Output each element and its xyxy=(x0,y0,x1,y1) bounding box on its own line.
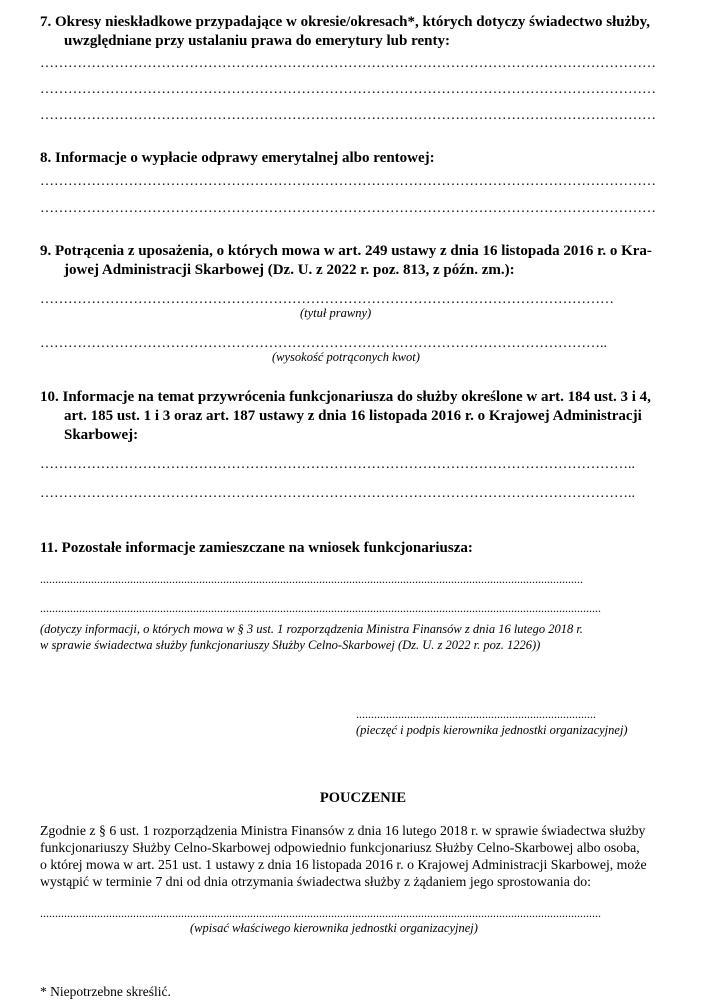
signature-field[interactable]: ................................................................................ xyxy=(356,707,596,721)
section-7-heading-line2: uwzględniane przy ustalaniu prawa do emerytury lub renty: xyxy=(64,33,450,49)
instruction-line-1: Zgodnie z § 6 ust. 1 rozporządzenia Ministra Finansów z dnia 16 lutego 2018 r. w sprawie świadectwa służby xyxy=(40,823,646,838)
instruction-line-2: funkcjonariuszy Służby Celno-Skarbowej odpowiednio funkcjonariusz Służby Celno-Skarbowej albo osoba, xyxy=(40,840,640,855)
section-10-heading-line2: art. 185 ust. 1 i 3 oraz art. 187 ustawy z dnia 16 listopada 2016 r. o Krajowej Administracji xyxy=(64,408,642,424)
section-11-note-line1: (dotyczy informacji, o których mowa w § 3 ust. 1 rozporządzenia Ministra Finansów z dnia 16 lutego 2018 r. xyxy=(40,622,583,636)
section-10-fill-line-2[interactable]: ……………………………………………………………………………………………………………….. xyxy=(40,486,635,501)
section-10-heading-line1: 10. Informacje na temat przywrócenia funkcjonariusza do służby określone w art. 184 ust. 3 i 4, xyxy=(40,389,651,405)
section-11-fill-line-1[interactable]: ..................................................................................................................................................................................... xyxy=(40,572,583,586)
section-8-fill-line-1[interactable]: …………………………………………………………………………………………………………………… xyxy=(40,174,656,189)
section-9-amount-caption: (wysokość potrąconych kwot) xyxy=(272,350,420,364)
section-7-fill-line-3[interactable]: …………………………………………………………………………………………………………………… xyxy=(40,108,656,123)
section-8-heading: 8. Informacje o wypłacie odprawy emerytalnej albo rentowej: xyxy=(40,150,435,166)
section-9-amount-field[interactable]: ………………………………………………………………………………………………………….. xyxy=(40,336,607,351)
instruction-title: POUCZENIE xyxy=(319,790,407,806)
footnote: * Niepotrzebne skreślić. xyxy=(40,984,171,999)
section-10-fill-line-1[interactable]: ……………………………………………………………………………………………………………….. xyxy=(40,457,635,472)
section-11-note-line2: w sprawie świadectwa służby funkcjonariuszy Służby Celno-Skarbowej (Dz. U. z 2022 r. poz. 1226)) xyxy=(40,638,541,652)
section-9-heading-line1: 9. Potrącenia z uposażenia, o których mowa w art. 249 ustawy z dnia 16 listopada 2016 r. o Kra- xyxy=(40,243,652,259)
instruction-addressee-caption: (wpisać właściwego kierownika jednostki organizacyjnej) xyxy=(190,921,478,935)
instruction-addressee-field[interactable]: ........................................................................................................................................................................................... xyxy=(40,906,601,920)
section-8-fill-line-2[interactable]: …………………………………………………………………………………………………………………… xyxy=(40,201,656,216)
section-7-fill-line-2[interactable]: …………………………………………………………………………………………………………………… xyxy=(40,82,656,97)
section-11-fill-line-2[interactable]: ........................................................................................................................................................................................... xyxy=(40,601,601,615)
section-9-legal-title-field[interactable]: …………………………………………………………………………………………………………… xyxy=(40,292,614,307)
section-7-fill-line-1[interactable]: …………………………………………………………………………………………………………………… xyxy=(40,56,656,71)
section-9-heading-line2: jowej Administracji Skarbowej (Dz. U. z 2022 r. poz. 813, z późn. zm.): xyxy=(64,262,515,278)
section-11-heading: 11. Pozostałe informacje zamieszczane na wniosek funkcjonariusza: xyxy=(40,540,473,556)
section-10-heading-line3: Skarbowej: xyxy=(64,427,139,443)
instruction-line-3: o której mowa w art. 251 ust. 1 ustawy z dnia 16 listopada 2016 r. o Krajowej Administracji Skarbowej, może xyxy=(40,857,647,872)
instruction-line-4: wystąpić w terminie 7 dni od dnia otrzymania świadectwa służby z żądaniem jego sprostowania do: xyxy=(40,874,591,889)
signature-caption: (pieczęć i podpis kierownika jednostki organizacyjnej) xyxy=(356,723,628,737)
section-9-legal-title-caption: (tytuł prawny) xyxy=(300,306,372,320)
section-7-heading-line1: 7. Okresy nieskładkowe przypadające w okresie/okresach*, których dotyczy świadectwo służby, xyxy=(40,14,650,30)
